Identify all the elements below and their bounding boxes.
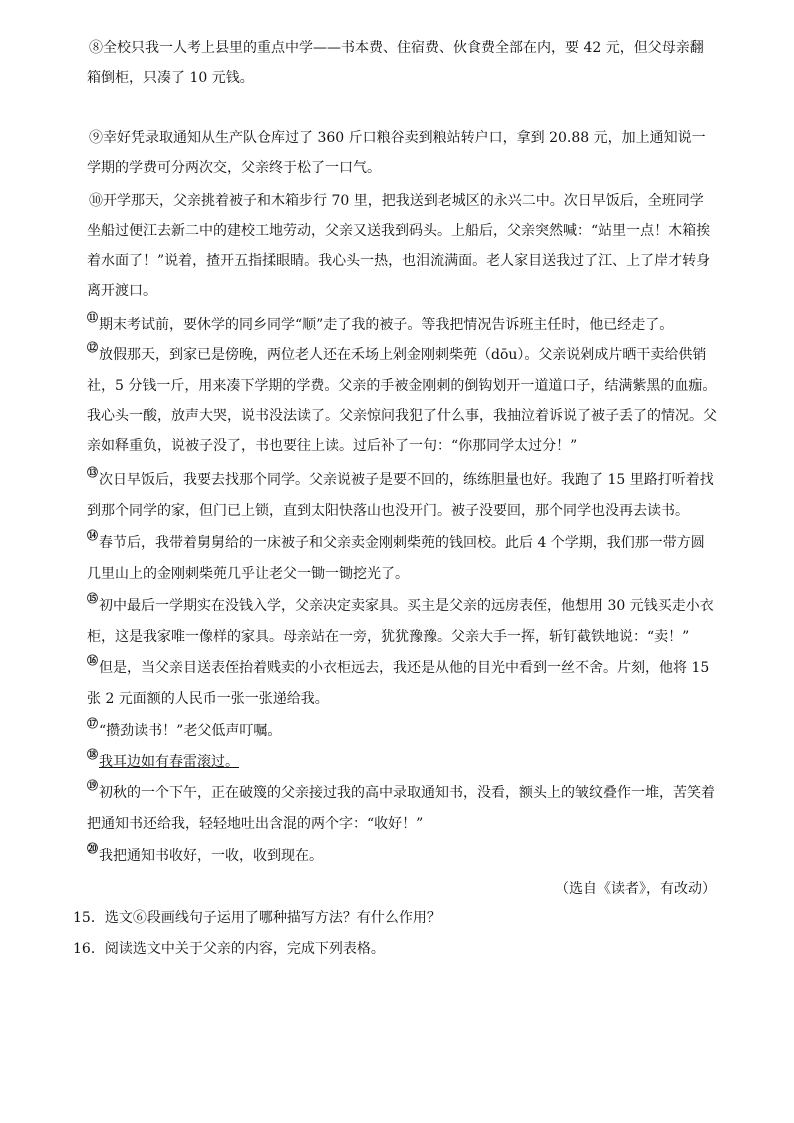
paragraph-13-text: 次日早饭后，我要去找那个同学。父亲说被子是要不回的，练练胆量也好。我跑了 15 里路打听着找到那个同学的家，但门已上锁，直到太阳快落山也没开门。被子没要回，那个同学也没再去读书。 <box>87 472 714 519</box>
paragraph-13 <box>87 465 717 526</box>
circled-number-14: ⑭ <box>87 529 98 542</box>
paragraph-10 <box>87 186 717 306</box>
paragraph-20 <box>87 841 717 872</box>
paragraph-10-text: ⑩开学那天，父亲挑着被子和木箱步行 70 里，把我送到老城区的永兴二中。次日早饭后，全班同学坐船过便江去新二中的建校工地劳动，父亲又送我到码头。上船后，父亲突然喊：“站里一点！木箱挨着水面了！”说着，揸开五指揉眼睛。我心头一热，也泪流满面。老人家目送我过了江、上了岸才转身离开渡口。 <box>87 193 711 299</box>
question-16: 16．阅读选文中关于父亲的内容，完成下列表格。 <box>73 941 385 957</box>
circled-number-20: ⑳ <box>87 842 98 855</box>
paragraph-12-text: 放假那天，到家已是傍晚，两位老人还在禾场上剁金刚刺柴蔸（dōu）。父亲说剁成片晒干卖给供销社，5 分钱一斤，用来凑下学期的学费。父亲的手被金刚刺的倒钩划开一道道口子，结满紫黑的血痂。我心头一酸，放声大哭，说书没法读了。父亲惊问我犯了什么事，我抽泣着诉说了被子丢了的情况。父亲如释重负，说被子没了，书也要往上读。过后补了一句：“你那同学太过分！” <box>87 347 717 454</box>
paragraph-19 <box>87 778 717 839</box>
circled-number-19: ⑲ <box>87 779 98 792</box>
paragraph-20-text: 我把通知书收好，一收，收到现在。 <box>99 848 323 864</box>
circled-number-11: ⑪ <box>87 311 98 324</box>
source-citation: （选自《读者》，有改动） <box>555 881 716 897</box>
circled-number-15: ⑮ <box>87 592 98 605</box>
paragraph-17-text: “攒劲读书！”老父低声叮嘱。 <box>99 723 282 739</box>
paragraph-17 <box>87 716 717 747</box>
paragraph-15-text: 初中最后一学期实在没钱入学，父亲决定卖家具。买主是父亲的远房表侄，他想用 30 元钱买走小衣柜，这是我家唯一像样的家具。母亲站在一旁，犹犹豫豫。父亲大手一挥，斩钉截铁地说：“卖！” <box>87 598 714 645</box>
paragraph-12 <box>87 340 717 461</box>
circled-number-13: ⑬ <box>87 466 98 479</box>
paragraph-18-underlined-text: 我耳边如有春雷滚过。 <box>99 754 239 770</box>
question-15: 15．选文⑥段画线句子运用了哪种描写方法？有什么作用？ <box>73 910 441 926</box>
paragraph-11 <box>87 310 717 341</box>
paragraph-8-text: ⑧全校只我一人考上县里的重点中学——书本费、住宿费、伙食费全部在内，要 42 元，但父母亲翻箱倒柜，只凑了 10 元钱。 <box>87 40 704 86</box>
paragraph-19-text: 初秋的一个下午，正在破篾的父亲接过我的高中录取通知书，没看，额头上的皱纹叠作一堆，苦笑着把通知书还给我，轻轻地吐出含混的两个字：“收好！” <box>87 785 715 832</box>
paragraph-16 <box>87 653 717 714</box>
paragraph-14 <box>87 528 717 589</box>
circled-number-17: ⑰ <box>87 717 98 730</box>
paragraph-14-text: 春节后，我带着舅舅给的一床被子和父亲卖金刚刺柴蔸的钱回校。此后 4 个学期，我们那一带方圆几里山上的金刚刺柴蔸几乎让老父一锄一锄挖光了。 <box>87 535 705 582</box>
paragraph-9 <box>87 123 717 183</box>
paragraph-15 <box>87 591 717 652</box>
circled-number-18: ⑱ <box>87 748 98 761</box>
circled-number-12: ⑫ <box>87 341 98 354</box>
paragraph-18 <box>87 747 717 778</box>
circled-number-16: ⑯ <box>87 654 98 667</box>
paragraph-16-text: 但是，当父亲目送表侄抬着贱卖的小衣柜远去，我还是从他的目光中看到一丝不舍。片刻，他将 15 张 2 元面额的人民币一张一张递给我。 <box>87 660 710 707</box>
paragraph-9-text: ⑨幸好凭录取通知从生产队仓库过了 360 斤口粮谷卖到粮站转户口，拿到 20.88 元，加上通知说一学期的学费可分两次交，父亲终于松了一口气。 <box>87 130 706 176</box>
paragraph-11-text: 期末考试前，要休学的同乡同学“顺”走了我的被子。等我把情况告诉班主任时，他已经走了。 <box>99 317 674 333</box>
paragraph-8 <box>87 33 717 93</box>
